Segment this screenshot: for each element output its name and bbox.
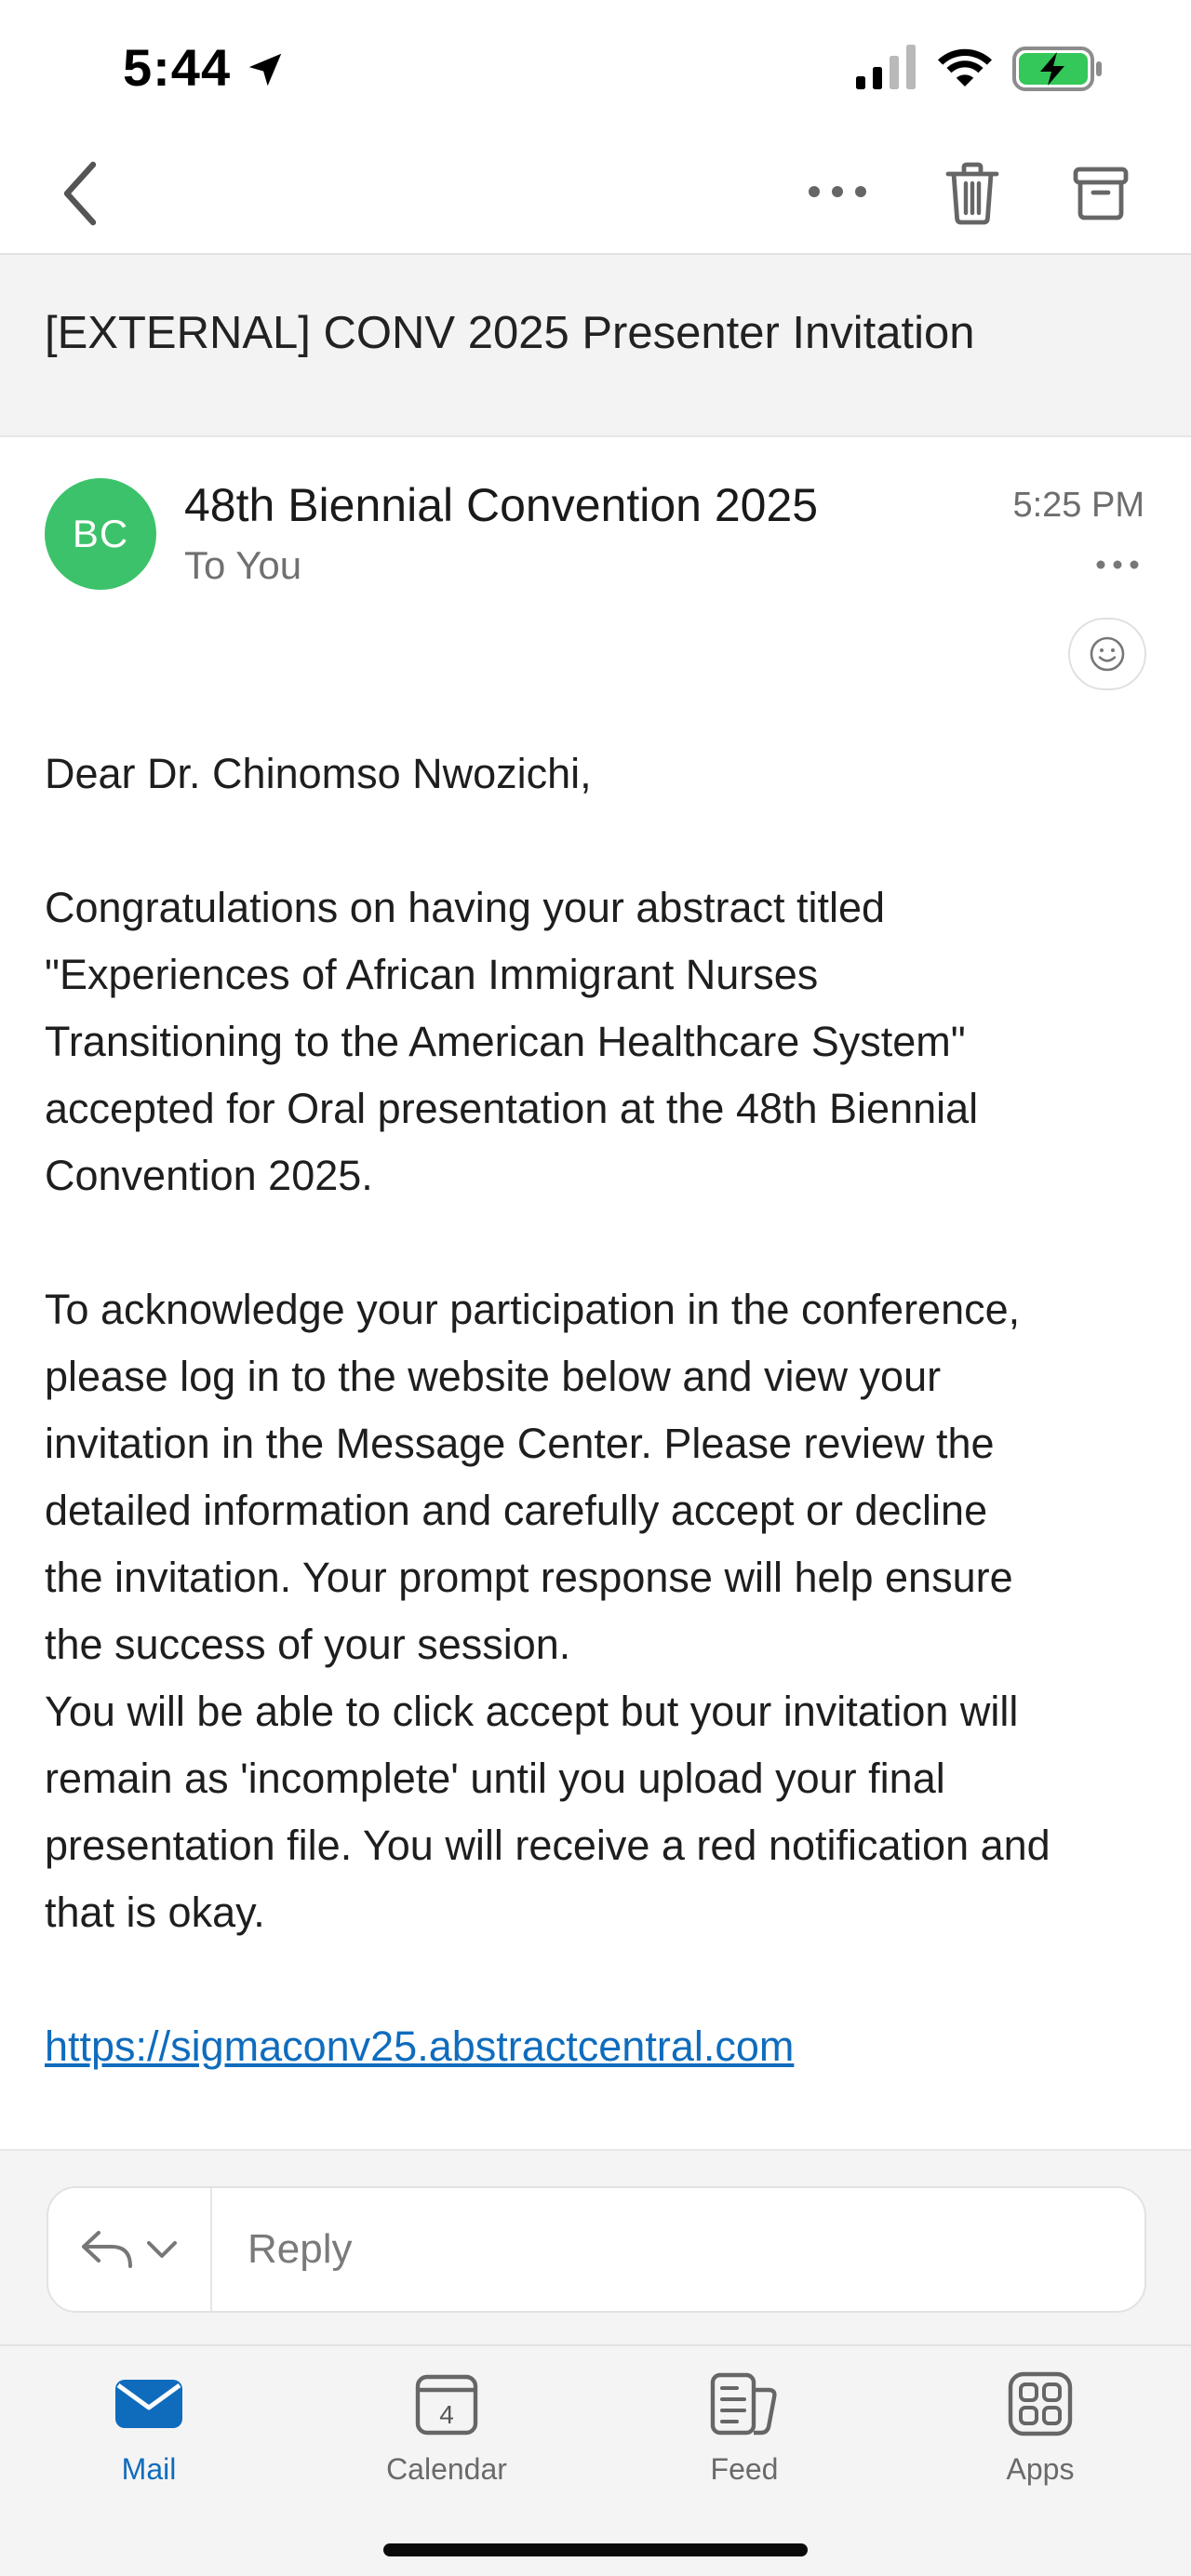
location-arrow-icon — [244, 48, 287, 91]
more-horizontal-icon — [807, 184, 868, 199]
wifi-icon — [936, 45, 994, 89]
tab-mail-label: Mail — [121, 2452, 177, 2486]
feed-icon — [709, 2371, 780, 2436]
received-time: 5:25 PM — [1012, 486, 1144, 525]
back-button[interactable] — [52, 158, 108, 229]
tab-mail[interactable] — [56, 2367, 242, 2506]
reply-arrow-icon — [80, 2229, 134, 2270]
sender-avatar[interactable]: BC — [45, 478, 156, 590]
cellular-signal-icon — [854, 45, 919, 93]
status-time: 5:44 — [123, 38, 232, 97]
tab-feed-label: Feed — [710, 2452, 779, 2486]
calendar-icon — [414, 2371, 479, 2436]
body-paragraph-3: You will be able to click accept but your invitation will remain as 'incomplete' until you upload your final presentation file. You will receive a red notification and that is okay. — [45, 1688, 1050, 1936]
tab-apps-label: Apps — [1006, 2452, 1075, 2486]
apps-grid-icon — [1008, 2371, 1073, 2436]
body-greeting: Dear Dr. Chinomso Nwozichi, — [45, 750, 592, 797]
back-chevron-icon — [61, 161, 99, 226]
status-bar — [0, 0, 1191, 140]
message-toolbar — [0, 140, 1191, 255]
trash-icon — [944, 161, 1000, 226]
sender-name[interactable]: 48th Biennial Convention 2025 — [184, 479, 819, 531]
archive-icon — [1073, 167, 1129, 220]
tab-calendar-label: Calendar — [386, 2452, 507, 2486]
calendar-day-number: 4 — [439, 2400, 454, 2429]
abstract-central-link[interactable]: https://sigmaconv25.abstractcentral.com — [45, 2022, 795, 2070]
smiley-icon — [1089, 635, 1126, 673]
delete-button[interactable] — [940, 156, 1005, 231]
more-options-button[interactable] — [804, 164, 871, 220]
home-indicator[interactable] — [383, 2543, 808, 2556]
reply-options-button[interactable] — [48, 2188, 212, 2311]
recipient-line[interactable]: To You — [184, 543, 302, 587]
archive-button[interactable] — [1070, 158, 1131, 229]
tab-feed[interactable] — [651, 2367, 837, 2506]
chevron-down-icon — [145, 2239, 179, 2260]
tab-calendar[interactable] — [354, 2367, 540, 2506]
email-subject: [EXTERNAL] CONV 2025 Presenter Invitation — [45, 308, 975, 358]
mail-icon — [114, 2376, 184, 2432]
add-reaction-button[interactable] — [1068, 618, 1146, 690]
battery-charging-icon — [1012, 47, 1105, 91]
reply-area — [0, 2149, 1191, 2344]
tab-apps[interactable] — [947, 2367, 1133, 2506]
email-body — [45, 741, 1152, 2080]
body-paragraph-2: To acknowledge your participation in the conference, please log in to the website below and view your invitation in the Message Center. Please review the detailed information and carefully accept or decline the invitation. Your prompt response will help ensure the success of your session. — [45, 1286, 1021, 1668]
message-more-icon[interactable] — [1092, 551, 1143, 579]
subject-band — [0, 255, 1191, 437]
bottom-tab-bar — [0, 2344, 1191, 2576]
reply-box — [47, 2186, 1146, 2313]
body-paragraph-1: Congratulations on having your abstract titled "Experiences of African Immigrant Nurses Transitioning to the American Healthcare System" accepted for Oral presentation at the 48th Biennial Convention 2025. — [45, 884, 979, 1199]
reply-input[interactable] — [248, 2188, 1122, 2311]
